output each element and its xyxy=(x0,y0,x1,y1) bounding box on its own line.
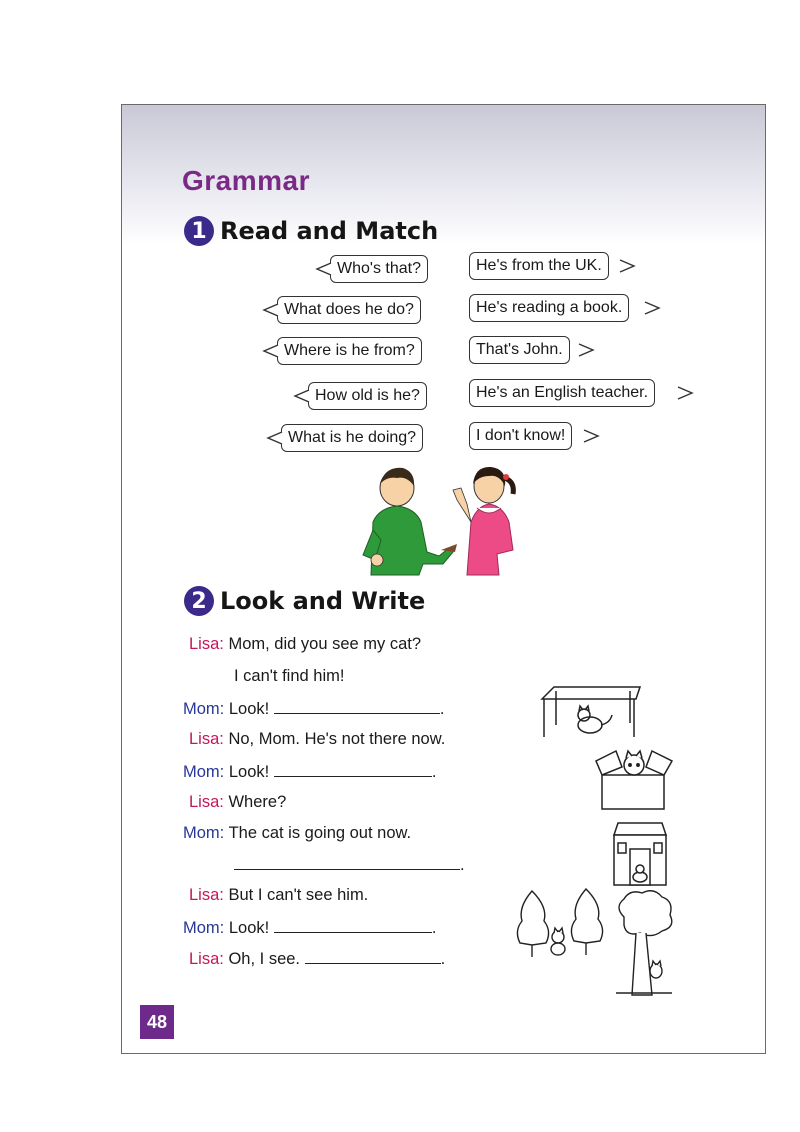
answer-text: That's John. xyxy=(476,341,563,358)
dialogue-text: Oh, I see. xyxy=(228,950,301,968)
speaker-lisa: Lisa xyxy=(189,730,220,748)
dialogue-text: Mom, did you see my cat? xyxy=(228,635,422,653)
cat-behind-tree-picture xyxy=(512,885,682,1000)
dialogue-text: The cat is going out now. xyxy=(228,824,412,842)
dialogue-text: Look! xyxy=(228,919,270,937)
answer-text: He's from the UK. xyxy=(476,257,602,274)
speaker-mom: Mom xyxy=(183,919,220,937)
dialogue-line: Lisa: Mom, did you see my cat? xyxy=(189,635,422,653)
tail-left-icon xyxy=(317,263,331,275)
speaker-mom: Mom xyxy=(183,763,220,781)
boy-and-girl-illustration xyxy=(357,460,537,580)
speaker-mom: Mom xyxy=(183,700,220,718)
question-text: Where is he from? xyxy=(284,342,415,359)
section-title: Grammar xyxy=(182,165,311,196)
exercise-2-title: Look and Write xyxy=(220,587,426,615)
answer-text: I don't know! xyxy=(476,427,566,444)
dialogue-line: Lisa: Where? xyxy=(189,793,287,811)
dialogue-text: Look! xyxy=(228,700,270,718)
tail-right-icon xyxy=(620,260,634,272)
dialogue-text: No, Mom. He's not there now. xyxy=(228,730,446,748)
tail-right-icon xyxy=(678,387,692,399)
dialogue-line: Mom: Look! . xyxy=(183,700,445,718)
dialogue-line: Lisa: But I can't see him. xyxy=(189,886,369,904)
tail-right-icon xyxy=(584,430,598,442)
question-text: How old is he? xyxy=(315,387,420,404)
dialogue-line: Lisa: Oh, I see. . xyxy=(189,950,446,968)
dialogue-text: Where? xyxy=(228,793,287,811)
dialogue-line: Lisa: No, Mom. He's not there now. xyxy=(189,730,446,748)
dialogue-line: . xyxy=(234,855,465,875)
question-text: Who's that? xyxy=(337,260,421,277)
dialogue-text: Look! xyxy=(228,763,270,781)
question-text: What does he do? xyxy=(284,301,414,318)
dialogue-line: Mom: Look! . xyxy=(183,919,437,937)
page-number: 48 xyxy=(140,1005,174,1039)
cat-under-table-picture xyxy=(538,685,643,740)
tail-right-icon xyxy=(579,344,593,356)
answer-blank[interactable] xyxy=(274,762,432,777)
cat-in-box-picture xyxy=(596,747,674,811)
tail-left-icon xyxy=(264,304,278,316)
bubble-tails xyxy=(122,105,766,465)
dialogue-text: But I can't see him. xyxy=(228,886,369,904)
tail-left-icon xyxy=(295,390,309,402)
dialogue-text: I can't find him! xyxy=(234,667,345,685)
workbook-page xyxy=(121,104,766,1054)
tail-left-icon xyxy=(268,432,282,444)
answer-blank[interactable] xyxy=(234,855,460,870)
speaker-mom: Mom xyxy=(183,824,220,842)
dialogue-line: Mom: Look! . xyxy=(183,763,437,781)
tail-right-icon xyxy=(645,302,659,314)
exercise-2-number: 2 xyxy=(184,586,214,616)
dialogue-line: Mom: The cat is going out now. xyxy=(183,824,412,842)
speaker-lisa: Lisa xyxy=(189,793,220,811)
answer-text: He's reading a book. xyxy=(476,299,623,316)
question-text: What is he doing? xyxy=(288,429,417,446)
tail-left-icon xyxy=(264,345,278,357)
exercise-1-title: Read and Match xyxy=(220,217,439,245)
answer-blank[interactable] xyxy=(305,949,441,964)
exercise-2-header xyxy=(184,586,425,616)
answer-blank[interactable] xyxy=(274,918,432,933)
exercise-1-number: 1 xyxy=(184,216,214,246)
speaker-lisa: Lisa xyxy=(189,950,220,968)
speaker-lisa: Lisa xyxy=(189,886,220,904)
speaker-lisa: Lisa xyxy=(189,635,220,653)
answer-text: He's an English teacher. xyxy=(476,384,649,401)
cat-in-doorway-picture xyxy=(610,821,670,887)
answer-blank[interactable] xyxy=(274,699,440,714)
dialogue-line xyxy=(234,667,344,686)
